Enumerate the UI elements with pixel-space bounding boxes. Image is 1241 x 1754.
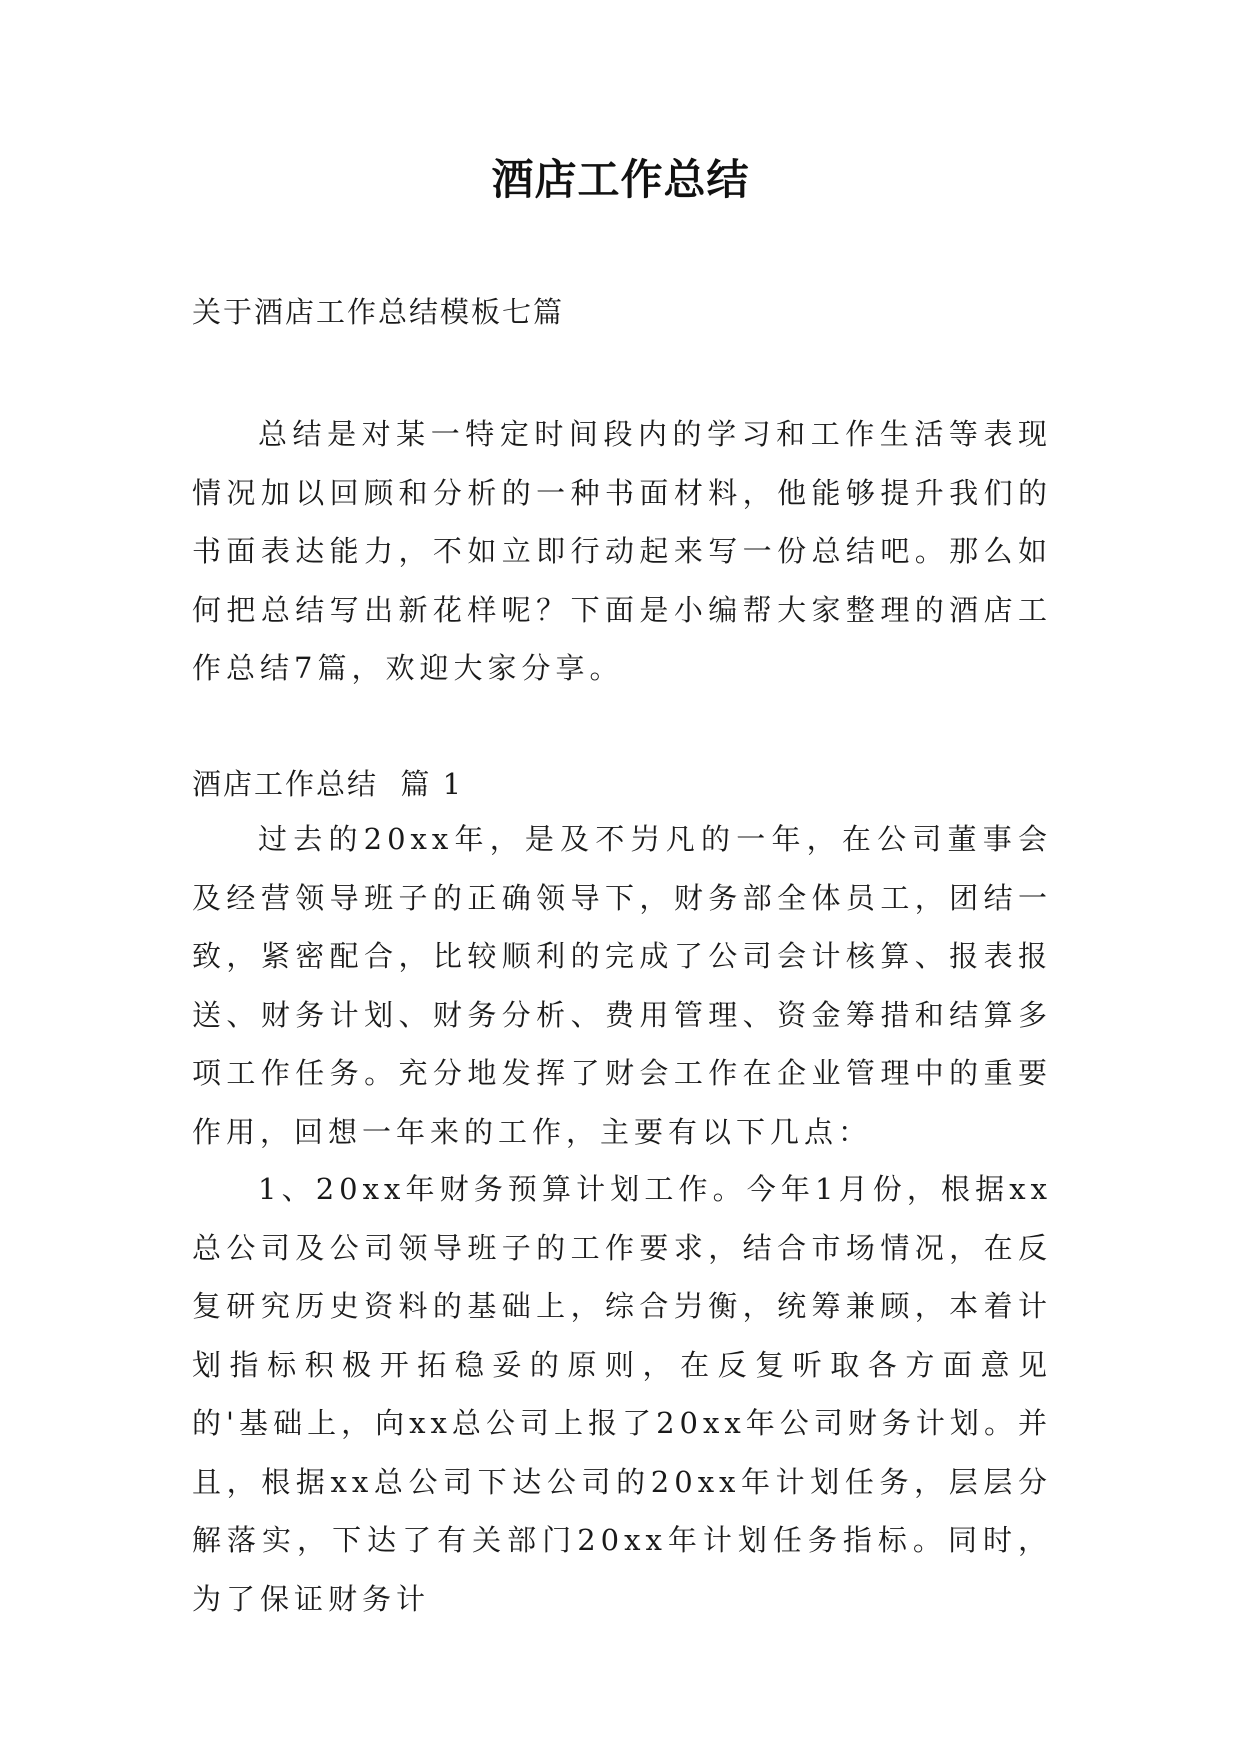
- document-subtitle: 关于酒店工作总结模板七篇: [192, 295, 565, 329]
- section-heading: 酒店工作总结 篇 1: [192, 767, 464, 801]
- document-title: 酒店工作总结: [491, 155, 750, 204]
- body-paragraph: 过去的20xx年，是及不屶凡的一年，在公司董事会及经营领导班子的正确领导下，财务部全体员工，团结一致，紧密配合，比较顺利的完成了公司会计核算、报表报送、财务计划、财务分析、费用管理、资金筹措和结算多项工作任务。充分地发挥了财会工作在企业管理中的重要作用，回想一年来的工作，主要有以下几点：: [192, 822, 1052, 1149]
- intro-paragraph: 总结是对某一特定时间段内的学习和工作生活等表现情况加以回顾和分析的一种书面材料，他能够提升我们的书面表达能力，不如立即行动起来写一份总结吧。那么如何把总结写出新花样呢？下面是小编帮大家整理的酒店工作总结7篇，欢迎大家分享。: [192, 417, 1052, 685]
- body-paragraph: 1、20xx年财务预算计划工作。今年1月份，根据xx总公司及公司领导班子的工作要求，结合市场情况，在反复研究历史资料的基础上，综合屶衡，统筹兼顾，本着计划指标积极开拓稳妥的原则，在反复听取各方面意见的'基础上，向xx总公司上报了20xx年公司财务计划。并且，根据xx总公司下达公司的20xx年计划任务，层层分解落实，下达了有关部门20xx年计划任务指标。同时，为了保证财务计: [192, 1172, 1052, 1616]
